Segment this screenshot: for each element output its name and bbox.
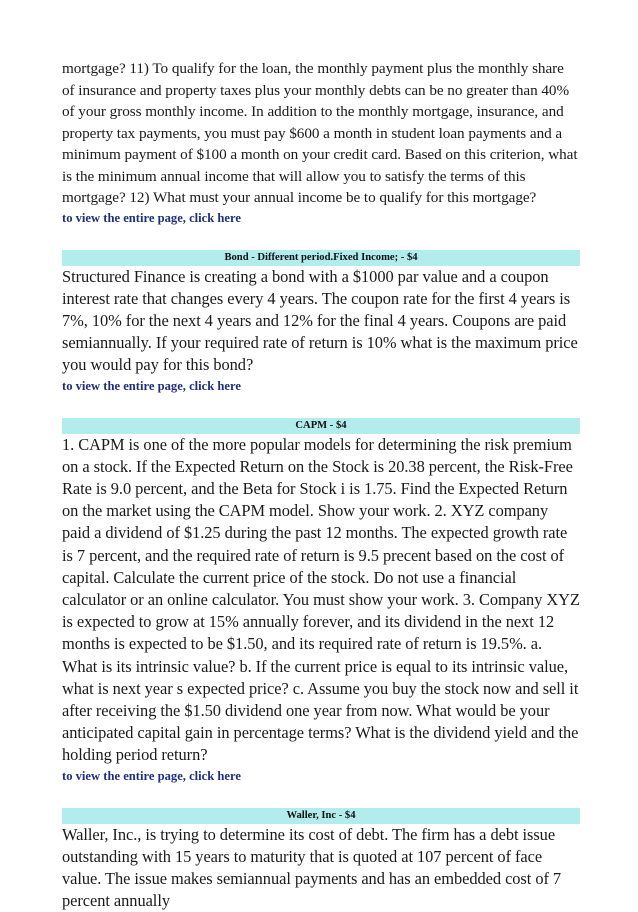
- view-page-link-capm[interactable]: to view the entire page, click here: [62, 768, 241, 783]
- section-header-bond: Bond - Different period.Fixed Income; - $4: [62, 250, 580, 266]
- view-page-link-bond[interactable]: to view the entire page, click here: [62, 378, 241, 393]
- section-body-capm: 1. CAPM is one of the more popular models for determining the risk premium on a stock. If the Expected Return on the Stock is 20.38 percent, the Risk-Free Rate is 9.0 percent, and the Beta for Stock i is 1.75. Find the Expected Return on the market using the CAPM model. Show your work. 2. XYZ company paid a dividend of $1.25 during the past 12 months. The expected growth rate is 7 percent, and the required rate of return is 9.5 precent based on the cost of capital. Calculate the current price of the stock. Do not use a financial calculator or an online calculator. You must show your work. 3. Company XYZ is expected to grow at 15% annually forever, and its dividend in the next 12 months is expected to be $1.50, and its required rate of return is 19.5%. a. What is its intrinsic value? b. If the current price is equal to its intrinsic value, what is next year s expected price? c. Assume you buy the stock now and sell it after receiving the $1.50 dividend one year from now. What would be your anticipated capital gain in percentage terms? What is the dividend yield and the holding period return?: [62, 434, 580, 765]
- view-page-link-intro[interactable]: to view the entire page, click here: [62, 210, 241, 225]
- section-header-waller: Waller, Inc - $4: [62, 808, 580, 824]
- document-page: [62, 58, 580, 912]
- section-body-bond: Structured Finance is creating a bond with a $1000 par value and a coupon interest rate that changes every 4 years. The coupon rate for the first 4 years is 7%, 10% for the next 4 years and 12% for the final 4 years. Coupons are paid semiannually. If your required rate of return is 10% what is the maximum price you would pay for this bond?: [62, 266, 578, 375]
- section-header-capm: CAPM - $4: [62, 418, 580, 434]
- section-body-waller: Waller, Inc., is trying to determine its cost of debt. The firm has a debt issue outstanding with 15 years to maturity that is quoted at 107 percent of face value. The issue makes semiannual payments and has an embedded cost of 7 percent annually: [62, 824, 562, 911]
- intro-paragraph: mortgage? 11) To qualify for the loan, the monthly payment plus the monthly share of insurance and property taxes plus your monthly debts can be no greater than 40% of your gross monthly income. In addition to the monthly mortgage, insurance, and property tax payments, you must pay $600 a month in student loan payments and a minimum payment of $100 a month on your credit card. Based on this criterion, what is the minimum annual income that will allow you to satisfy the terms of this mortgage? 12) What must your annual income be to qualify for this mortgage?: [62, 60, 578, 206]
